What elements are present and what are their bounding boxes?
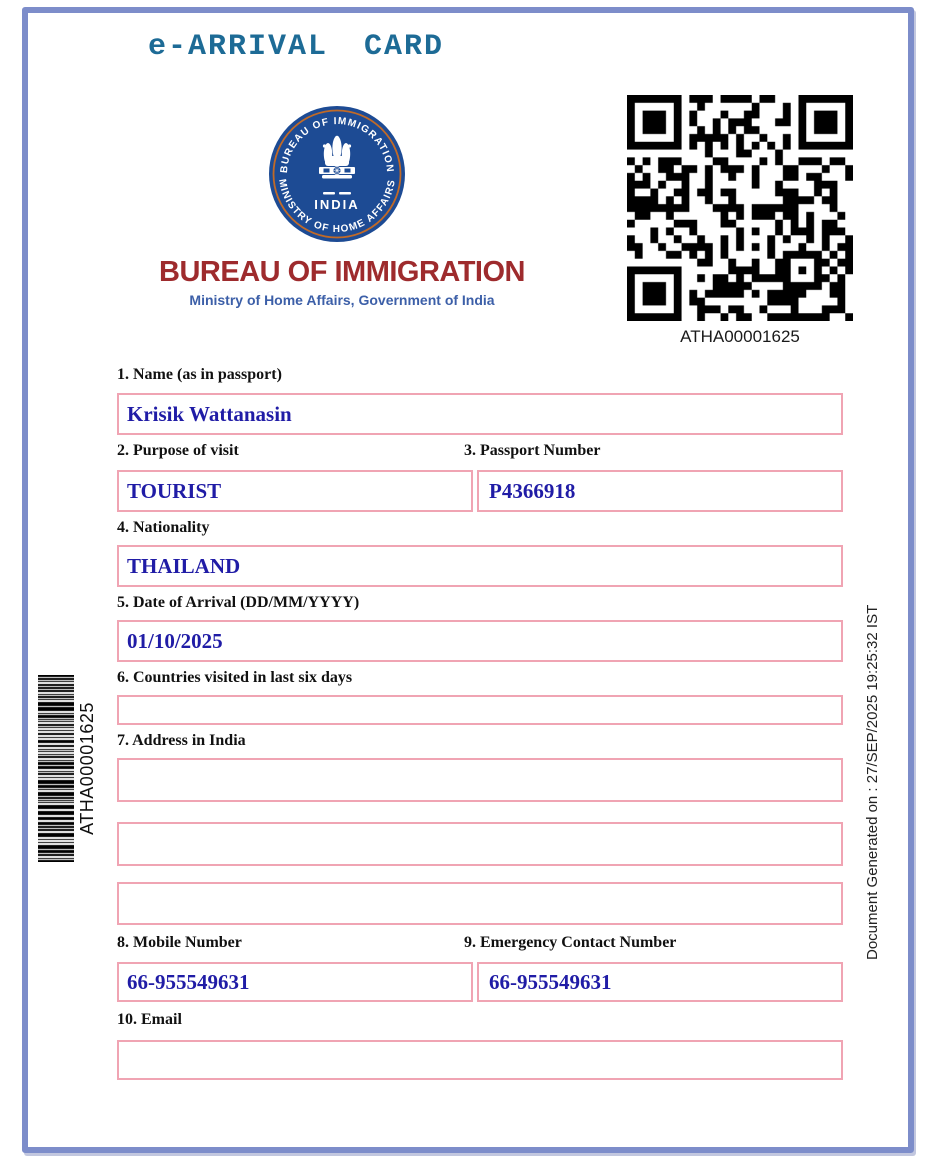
- barcode-reference-number: ATHA00001625: [77, 702, 97, 835]
- field-box-address-line-2: [117, 822, 843, 866]
- field-label-countries-visited: 6. Countries visited in last six days: [117, 669, 353, 686]
- field-value-arrival-date: 01/10/2025: [127, 628, 223, 653]
- field-value-mobile: 66-955549631: [127, 969, 250, 994]
- field-label-passport: 3. Passport Number: [464, 442, 601, 459]
- side-barcode-block: [38, 675, 98, 862]
- qr-code: [627, 95, 853, 321]
- field-box-countries-visited: [117, 695, 843, 725]
- qr-block: [627, 95, 853, 347]
- bureau-name: BUREAU OF IMMIGRATION: [159, 256, 525, 288]
- field-box-name: [117, 393, 843, 435]
- field-label-mobile: 8. Mobile Number: [117, 934, 242, 951]
- field-label-purpose: 2. Purpose of visit: [117, 442, 239, 459]
- emblem-bottom-text: MINISTRY OF HOME AFFAIRS: [276, 178, 398, 236]
- barcode: [38, 675, 74, 862]
- field-box-email: [117, 1040, 843, 1080]
- field-value-passport: P4366918: [489, 478, 576, 503]
- field-box-arrival-date: [117, 620, 843, 662]
- field-box-address-line-1: [117, 758, 843, 802]
- emblem-india-label: INDIA: [314, 197, 360, 212]
- qr-reference-number: ATHA00001625: [680, 327, 800, 346]
- field-value-purpose: TOURIST: [127, 478, 222, 503]
- field-box-emergency-contact: [477, 962, 843, 1002]
- page-title: e-ARRIVAL CARD: [148, 30, 445, 64]
- field-box-purpose: [117, 470, 473, 512]
- field-label-emergency-contact: 9. Emergency Contact Number: [464, 934, 677, 951]
- field-label-nationality: 4. Nationality: [117, 519, 210, 536]
- generated-timestamp: Document Generated on : 27/SEP/2025 19:25:32 IST: [864, 604, 881, 960]
- arrival-form: [117, 360, 843, 1080]
- bureau-emblem: [267, 104, 407, 244]
- field-box-mobile: [117, 962, 473, 1002]
- emblem-top-text: BUREAU OF IMMIGRATION: [278, 115, 396, 174]
- field-label-arrival-date: 5. Date of Arrival (DD/MM/YYYY): [117, 594, 360, 611]
- field-value-name: Krisik Wattanasin: [127, 401, 292, 426]
- ministry-line: Ministry of Home Affairs, Government of India: [189, 292, 495, 308]
- field-label-address: 7. Address in India: [117, 732, 246, 749]
- field-box-passport: [477, 470, 843, 512]
- field-box-nationality: [117, 545, 843, 587]
- field-value-emergency-contact: 66-955549631: [489, 969, 612, 994]
- field-box-address-line-3: [117, 882, 843, 925]
- field-label-name: 1. Name (as in passport): [117, 366, 282, 383]
- field-value-nationality: THAILAND: [127, 553, 241, 578]
- field-label-email: 10. Email: [117, 1011, 182, 1028]
